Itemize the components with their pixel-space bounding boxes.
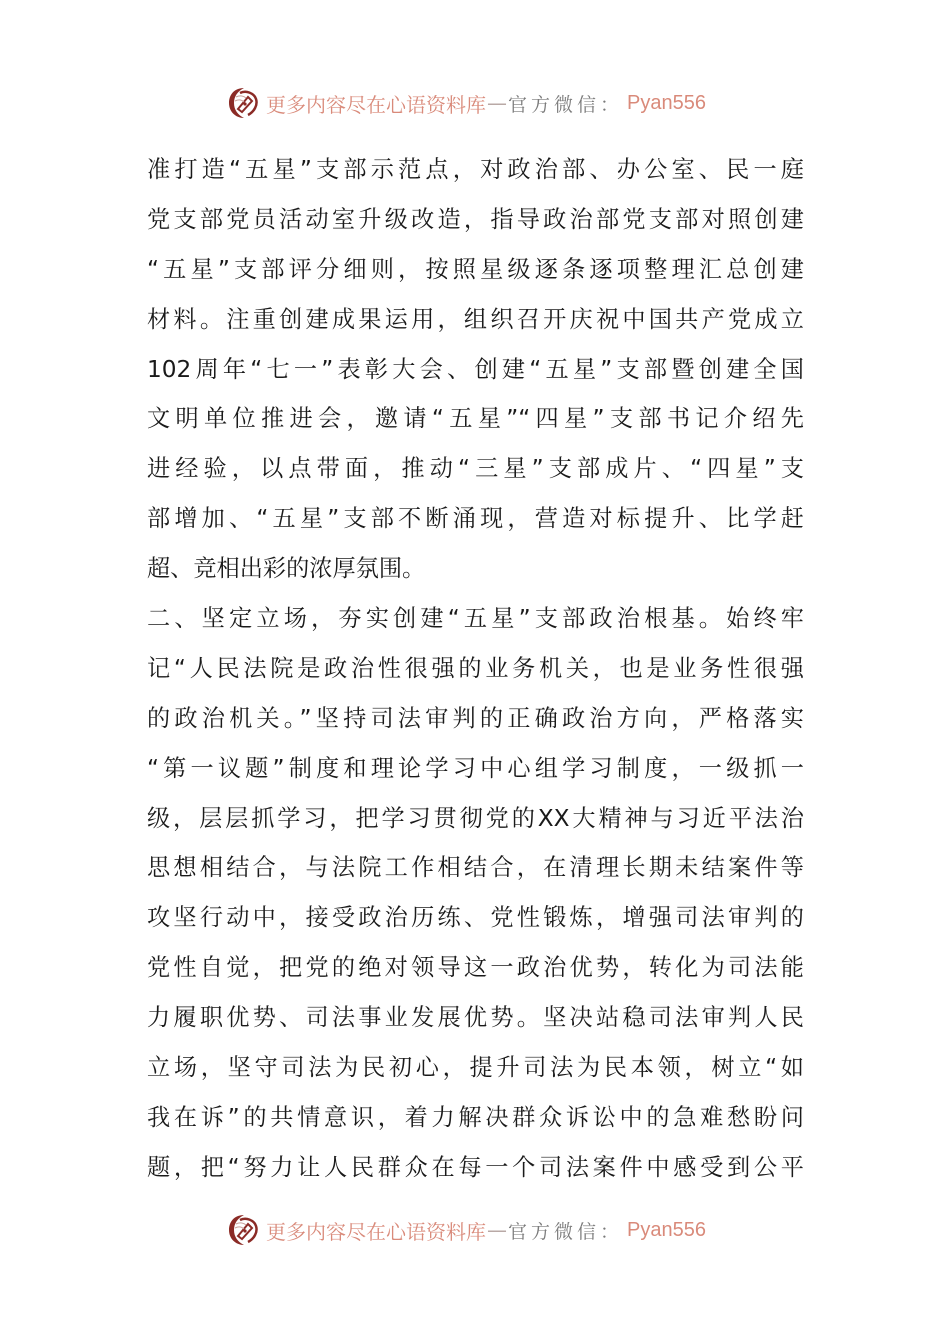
- text-line: 记“人民法院是政治性很强的业务机关，也是业务性很强: [147, 654, 804, 682]
- text-line: 超、竞相出彩的浓厚氛围。: [147, 555, 426, 583]
- text-line: 思想相结合，与法院工作相结合，在清理长期未结案件等: [147, 854, 804, 882]
- text-line: 我在诉”的共情意识，着力解决群众诉讼中的急难愁盼问: [147, 1103, 804, 1131]
- header-watermark: [226, 83, 706, 123]
- text-line: 力履职优势、司法事业发展优势。坚决站稳司法审判人民: [147, 1004, 804, 1032]
- wechat-id: Pyan556: [627, 1218, 706, 1241]
- text-line: 级，层层抓学习，把学习贯彻党的XX大精神与习近平法治: [147, 804, 804, 832]
- brand-text: 更多内容尽在心语资料库: [266, 92, 486, 117]
- text-line: 攻坚行动中，接受政治历练、党性锻炼，增强司法审判的: [147, 904, 804, 932]
- pen-nib-logo-icon: [226, 1212, 262, 1248]
- text-line: 党性自觉，把党的绝对领导这一政治优势，转化为司法能: [147, 954, 804, 982]
- text-line: 党支部党员活动室升级改造，指导政治部党支部对照创建: [147, 205, 804, 233]
- footer-watermark: [226, 1210, 706, 1250]
- document-body: [147, 148, 804, 1196]
- dash-separator: —: [487, 91, 507, 115]
- wechat-id: Pyan556: [627, 91, 706, 114]
- text-line: 部增加、“五星”支部不断涌现，营造对标提升、比学赶: [147, 505, 804, 533]
- text-line: 文明单位推进会，邀请“五星”“四星”支部书记介绍先: [147, 405, 804, 433]
- text-line: 准打造“五星”支部示范点，对政治部、办公室、民一庭: [147, 156, 804, 183]
- text-line: 材料。注重创建成果运用，组织召开庆祝中国共产党成立: [147, 305, 804, 333]
- pen-nib-logo-icon: [226, 85, 262, 121]
- text-line: 102周年“七一”表彰大会、创建“五星”支部暨创建全国: [147, 355, 804, 383]
- text-line: 的政治机关。”坚持司法审判的正确政治方向，严格落实: [147, 704, 804, 732]
- text-line: “五星”支部评分细则，按照星级逐条逐项整理汇总创建: [147, 255, 804, 283]
- text-line: 立场，坚守司法为民初心，提升司法为民本领，树立“如: [147, 1054, 804, 1082]
- section-heading-line: 二、坚定立场，夯实创建“五星”支部政治根基。始终牢: [147, 605, 804, 633]
- text-line: “第一议题”制度和理论学习中心组学习制度，一级抓一: [147, 754, 804, 782]
- text-line: 进经验，以点带面，推动“三星”支部成片、“四星”支: [147, 455, 804, 483]
- wechat-label: 官方微信：: [508, 93, 624, 116]
- wechat-label: 官方微信：: [508, 1220, 624, 1243]
- dash-separator: —: [487, 1218, 507, 1242]
- text-line: 题，把“努力让人民群众在每一个司法案件中感受到公平: [147, 1153, 804, 1181]
- brand-text: 更多内容尽在心语资料库: [266, 1219, 486, 1244]
